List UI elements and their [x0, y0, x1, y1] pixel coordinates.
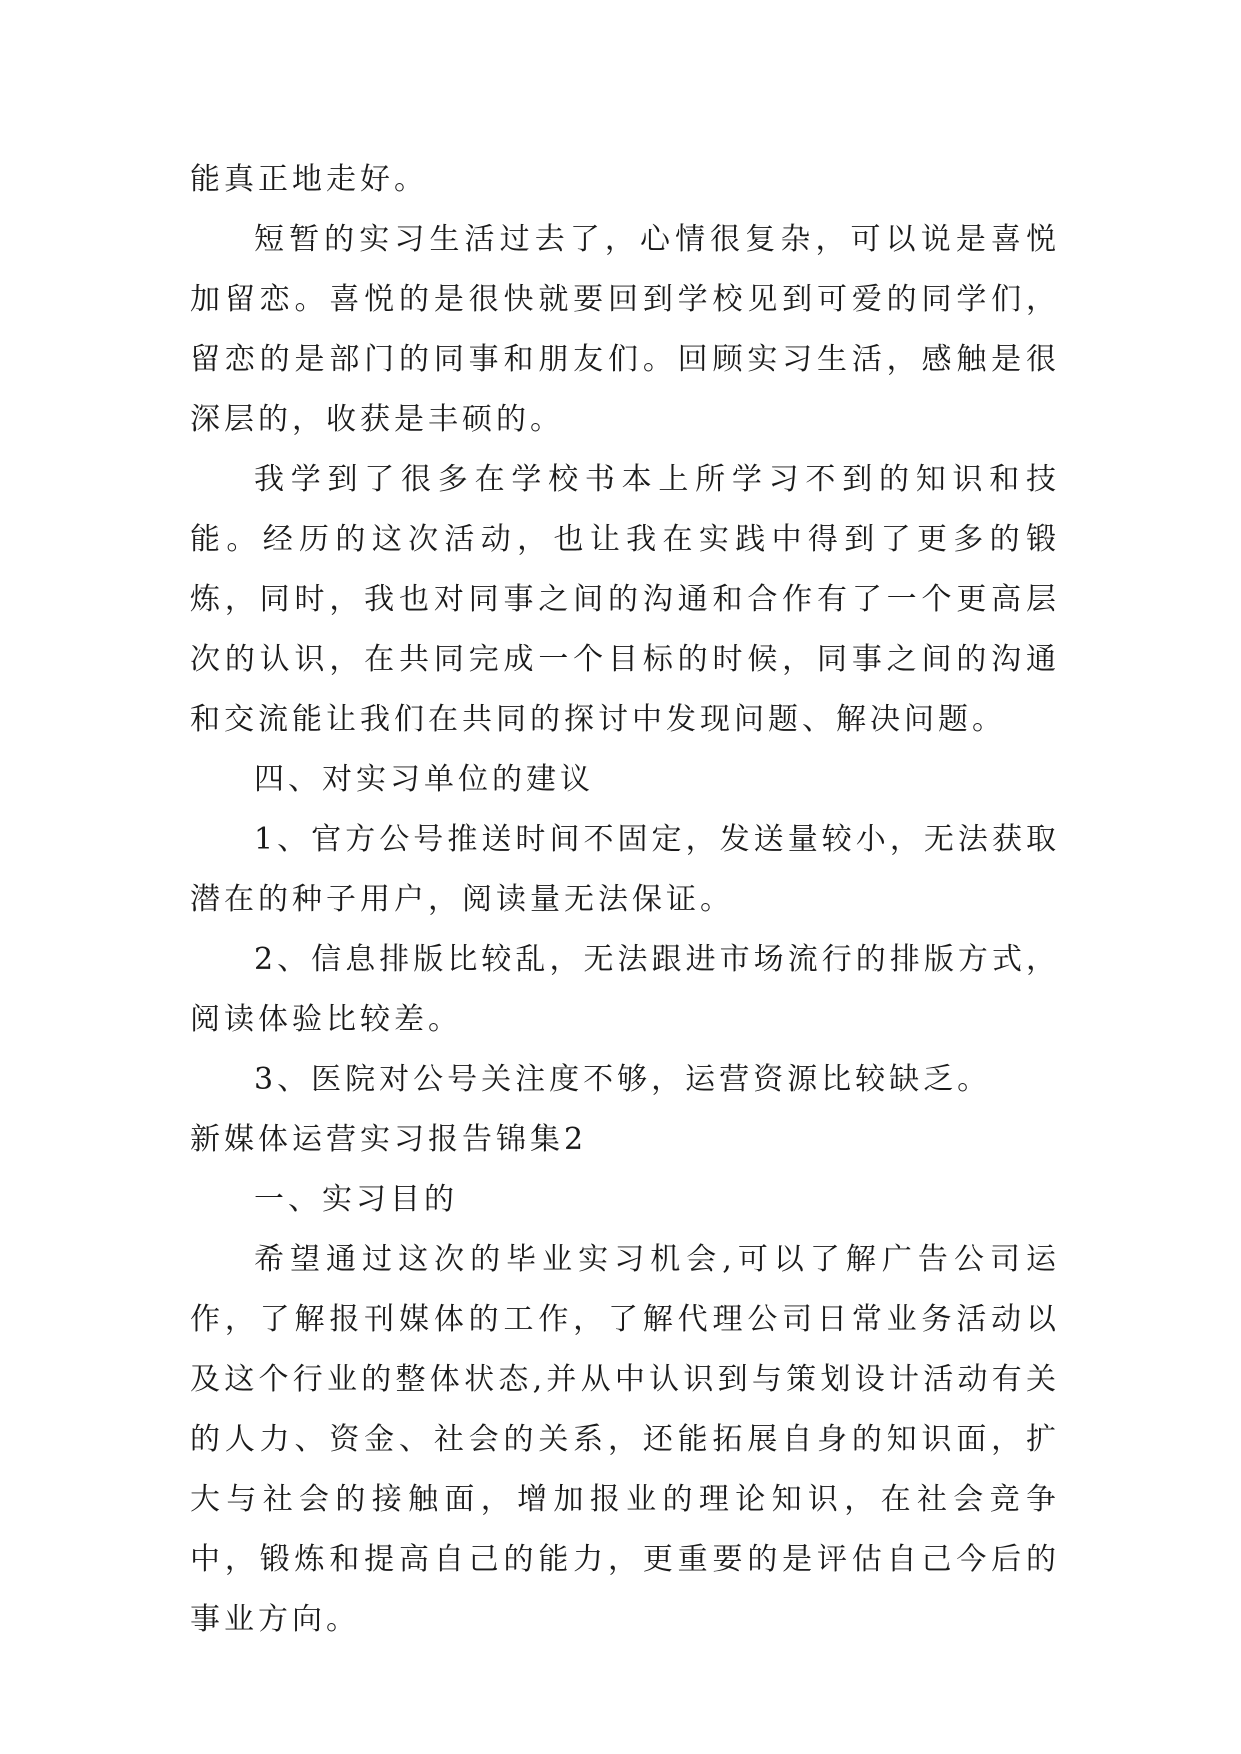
- list-item-suggestion-1: 1、官方公号推送时间不固定，发送量较小，无法获取潜在的种子用户，阅读量无法保证。: [190, 822, 1060, 917]
- paragraph-continuation: 能真正地走好。: [190, 162, 428, 197]
- list-item-suggestion-2: 2、信息排版比较乱，无法跟进市场流行的排版方式，阅读体验比较差。: [190, 942, 1060, 1037]
- document-body: [190, 150, 1060, 1650]
- report-title-2: 新媒体运营实习报告锦集2: [190, 1122, 588, 1157]
- section-heading-suggestions: 四、对实习单位的建议: [254, 762, 594, 797]
- paragraph-skills-learned: 我学到了很多在学校书本上所学习不到的知识和技能。经历的这次活动，也让我在实践中得到了更多的锻炼，同时，我也对同事之间的沟通和合作有了一个更高层次的认识，在共同完成一个目标的时候，同事之间的沟通和交流能让我们在共同的探讨中发现问题、解决问题。: [190, 462, 1060, 737]
- section-heading-purpose: 一、实习目的: [254, 1182, 458, 1217]
- list-item-suggestion-3: 3、医院对公号关注度不够，运营资源比较缺乏。: [254, 1062, 992, 1097]
- paragraph-purpose: 希望通过这次的毕业实习机会,可以了解广告公司运作，了解报刊媒体的工作，了解代理公司日常业务活动以及这个行业的整体状态,并从中认识到与策划设计活动有关的人力、资金、社会的关系，还能拓展自身的知识面，扩大与社会的接触面，增加报业的理论知识，在社会竞争中，锻炼和提高自己的能力，更重要的是评估自己今后的事业方向。: [190, 1242, 1060, 1637]
- paragraph-internship-feelings: 短暂的实习生活过去了，心情很复杂，可以说是喜悦加留恋。喜悦的是很快就要回到学校见到可爱的同学们，留恋的是部门的同事和朋友们。回顾实习生活，感触是很深层的，收获是丰硕的。: [190, 222, 1060, 437]
